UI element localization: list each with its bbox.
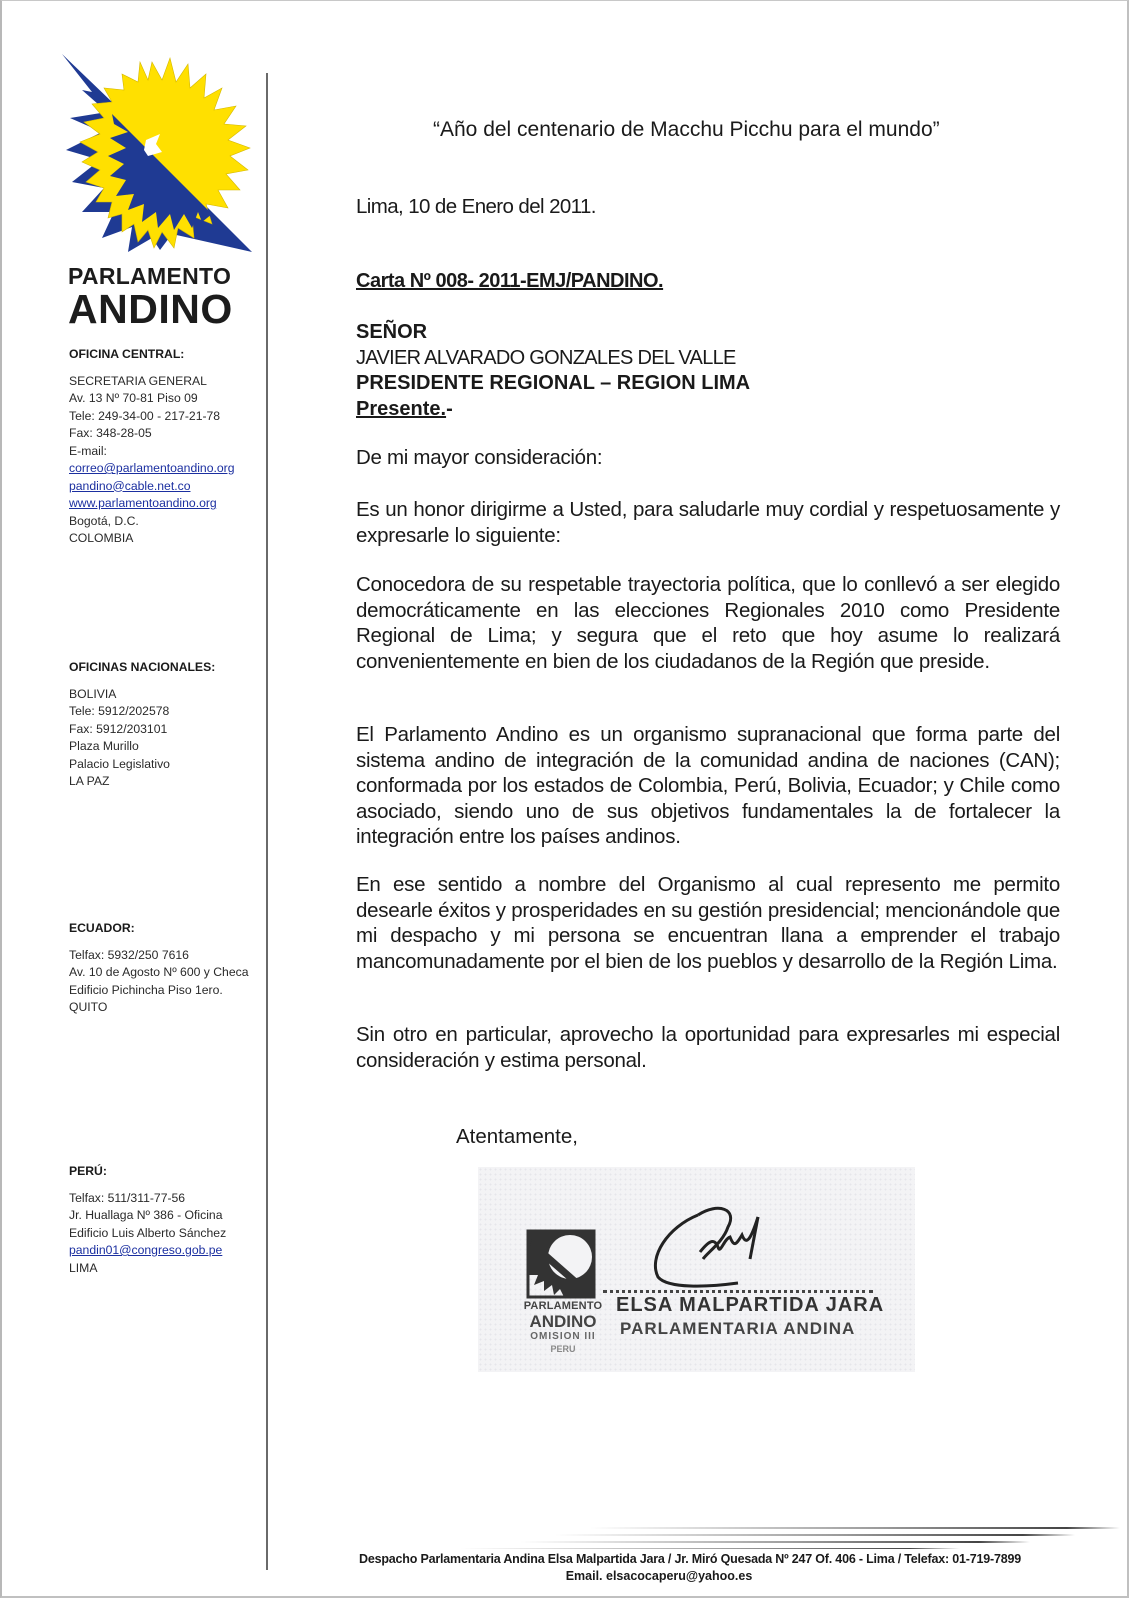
vertical-divider	[266, 73, 268, 1570]
addressee-title: PRESIDENTE REGIONAL – REGION LIMA	[356, 372, 751, 394]
city-line: LIMA	[69, 1260, 98, 1275]
letter-paragraph: Es un honor dirigirme a Usted, para saludarle muy cordial y respetuosamente y expresarle lo siguiente:	[356, 498, 1060, 547]
address-line: SECRETARIA GENERAL	[69, 373, 207, 388]
address-line: Edificio Luis Alberto Sánchez	[69, 1225, 227, 1240]
logo-wordmark	[68, 263, 253, 330]
presente-suffix: -	[446, 397, 453, 420]
letter-paragraph: En ese sentido a nombre del Organismo al cual represento me permito desearle éxitos y prosperidades en su gestión presidencial; mencionándole que mi despacho y mi persona se encuentran llana a emprender el trabajo mancomunadamente por el bien de los pueblos y desarrollo de la Región Lima.	[356, 873, 1060, 973]
address-line: Plaza Murillo	[69, 739, 139, 753]
city-line: Bogotá, D.C.	[69, 513, 139, 528]
letter-reference: Carta Nº 008- 2011-EMJ/PANDINO.	[356, 270, 664, 292]
sidebar-ecuador	[69, 920, 264, 1017]
footer-email: Email. elsacocaperu@yahoo.es	[565, 1569, 753, 1583]
address-line: Palacio Legislativo	[69, 756, 170, 771]
motto-heading: “Año del centenario de Macchu Picchu para el mundo”	[433, 118, 940, 141]
section-heading: PERÚ:	[69, 1164, 107, 1178]
phone-line: Tele: 249-34-00 - 217-21-78	[69, 408, 221, 423]
address-line: Av. 13 Nº 70-81 Piso 09	[69, 391, 198, 405]
letter-paragraph: Conocedora de su respetable trayectoria política, que lo conllevó a ser elegido democráticamente en las elecciones Regionales 2010 como Presidente Regional de Lima; y segura que el reto que hoy asume lo realizará convenientemente en bien de los ciudadanos de la Región que preside.	[356, 573, 1060, 673]
signatory-name: ELSA MALPARTIDA JARA	[616, 1294, 885, 1316]
addressee-block	[356, 320, 1060, 422]
signature-line	[603, 1290, 873, 1293]
email-label: E-mail:	[69, 443, 107, 458]
letter-paragraph: Sin otro en particular, aprovecho la oportunidad para expresarles mi especial consideración y estima personal.	[356, 1023, 1060, 1072]
footer	[290, 1551, 1090, 1585]
addressee-name: JAVIER ALVARADO GONZALES DEL VALLE	[356, 346, 736, 369]
email-link-correo[interactable]: correo@parlamentoandino.org	[69, 461, 235, 475]
addressee-salutation: SEÑOR	[356, 321, 428, 343]
website-link[interactable]: www.parlamentoandino.org	[69, 496, 217, 510]
letter-date: Lima, 10 de Enero del 2011.	[356, 195, 596, 218]
address-line: Av. 10 de Agosto Nº 600 y Checa	[69, 965, 249, 979]
sidebar-oficinas-nacionales	[69, 659, 264, 791]
phone-line: Tele: 5912/202578	[69, 704, 170, 718]
logo-line2: ANDINO	[68, 286, 233, 332]
signatory-title: PARLAMENTARIA ANDINA	[620, 1319, 856, 1338]
letter-closing: Atentamente,	[456, 1125, 578, 1148]
footer-address: Despacho Parlamentaria Andina Elsa Malpartida Jara / Jr. Miró Quesada Nº 247 Of. 406 - Lima / Telefax: 01-719-7899	[359, 1552, 1021, 1566]
sidebar-peru	[69, 1163, 264, 1277]
section-heading: OFICINAS NACIONALES:	[69, 660, 216, 674]
section-heading: ECUADOR:	[69, 921, 135, 935]
presente-label: Presente.	[356, 397, 447, 420]
parlamento-andino-logo-icon	[52, 52, 252, 252]
city-line: LA PAZ	[69, 774, 110, 788]
sidebar-oficina-central	[69, 346, 264, 548]
country-line: BOLIVIA	[69, 686, 117, 701]
city-line: QUITO	[69, 1000, 108, 1014]
stamp-logo-icon	[524, 1227, 598, 1301]
phone-line: Telfax: 5932/250 7616	[69, 947, 189, 962]
email-link-congreso[interactable]: pandin01@congreso.gob.pe	[69, 1243, 223, 1257]
country-line: COLOMBIA	[69, 531, 134, 545]
address-line: Jr. Huallaga Nº 386 - Oficina	[69, 1208, 223, 1222]
letter-greeting: De mi mayor consideración:	[356, 446, 603, 469]
fax-line: Fax: 348-28-05	[69, 426, 152, 440]
letter-paragraph: El Parlamento Andino es un organismo supranacional que forma parte del sistema andino de integración de la comunidad andina de naciones (CAN); conformada por los estados de Colombia, Perú, Bolivia, Ecuador; y Chile como asociado, siendo uno de sus objetivos fundamentales la de fortalecer la integración entre los países andinos.	[356, 723, 1060, 848]
fax-line: Fax: 5912/203101	[69, 721, 168, 736]
address-line: Edificio Pichincha Piso 1ero.	[69, 982, 223, 997]
signature-stamp	[478, 1167, 915, 1372]
addressee-presente	[356, 397, 1060, 423]
email-link-pandino[interactable]: pandino@cable.net.co	[69, 478, 191, 493]
logo-line1: PARLAMENTO	[68, 263, 232, 289]
stamp-org-text: PARLAMENTO ANDINO OMISION III PERU	[523, 1300, 603, 1354]
phone-line: Telfax: 511/311-77-56	[69, 1190, 186, 1205]
section-heading: OFICINA CENTRAL:	[69, 347, 185, 361]
handwritten-signature-icon	[628, 1197, 808, 1292]
